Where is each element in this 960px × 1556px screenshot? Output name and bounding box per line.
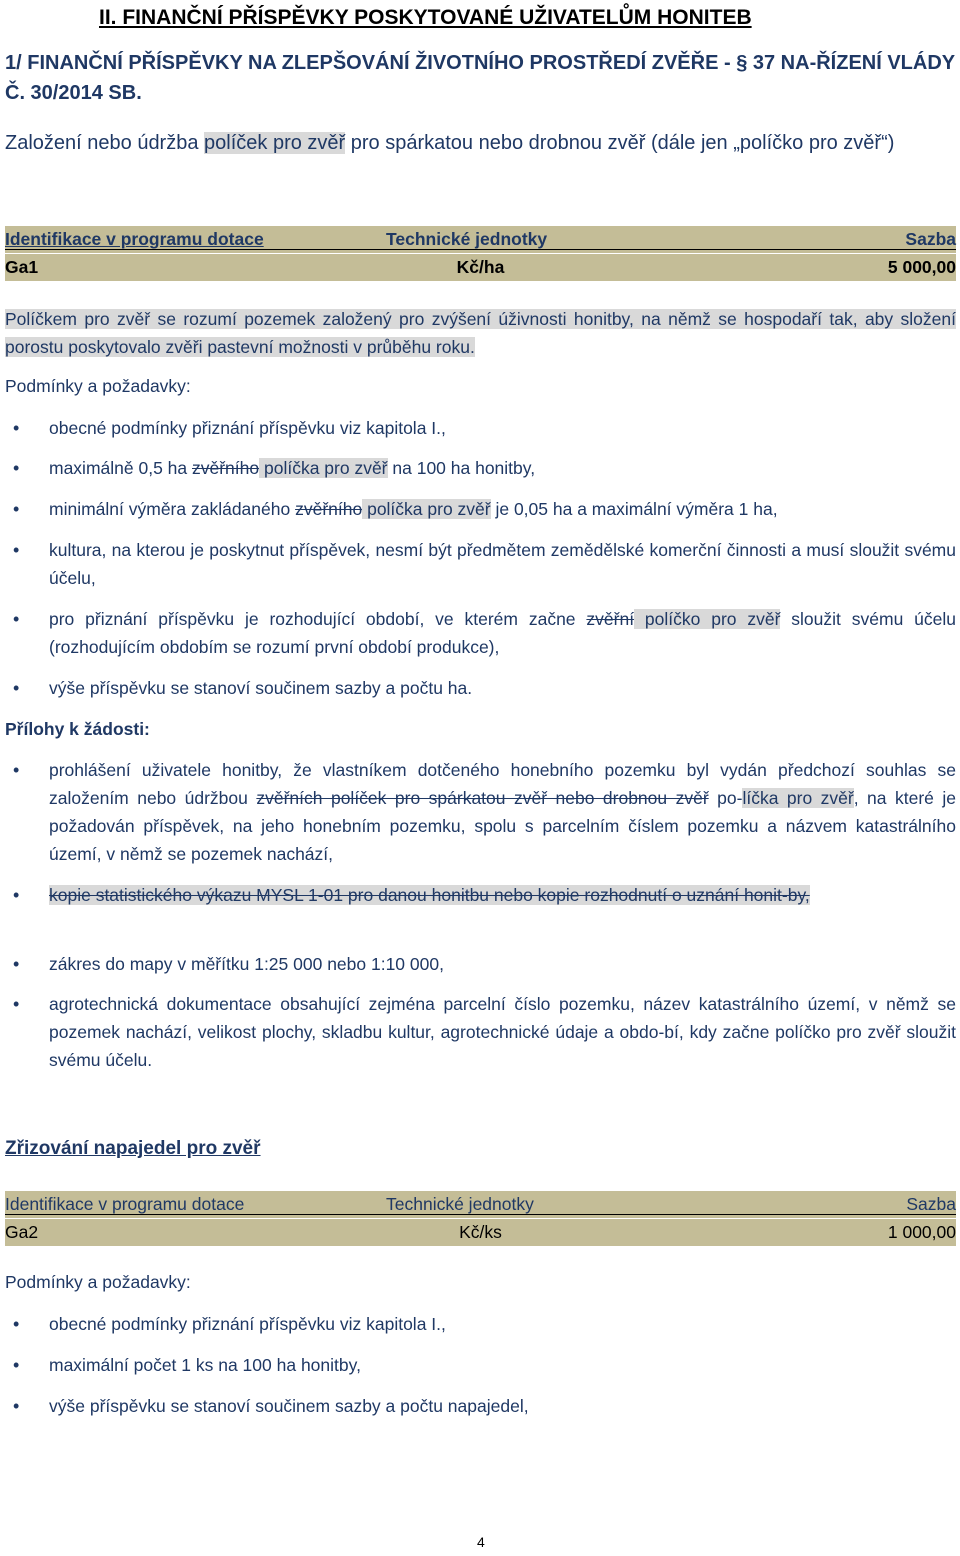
bullet-icon: •	[13, 678, 20, 698]
bullet-icon: •	[13, 885, 20, 905]
bullet-icon: •	[13, 954, 20, 974]
section1-table-header: Identifikace v programu dotace Technické jednotky Sazba	[5, 226, 956, 253]
bullet-icon: •	[13, 760, 20, 780]
section1-conditions-label: Podmínky a požadavky:	[5, 376, 191, 396]
bullet-icon: •	[13, 458, 20, 478]
section1-title: Založení nebo údržba políček pro zvěř pro spárkatou nebo drobnou zvěř (dále jen „políčko pro zvěř“)	[5, 132, 895, 154]
bullet-icon: •	[13, 418, 20, 438]
bullet-icon: •	[13, 994, 20, 1014]
sub-heading: 1/ FINANČNÍ PŘÍSPĚVKY NA ZLEPŠOVÁNÍ ŽIVOTNÍHO PROSTŘEDÍ ZVĚŘE - § 37 NA-ŘÍZENÍ VLÁDY Č. 30/2014 SB.	[5, 52, 955, 104]
bullet-icon: •	[13, 1355, 20, 1375]
section1-table-row: Ga1 Kč/ha 5 000,00	[5, 254, 956, 281]
bullet-icon: •	[13, 540, 20, 560]
bullet-icon: •	[13, 1396, 20, 1416]
main-heading: II. FINANČNÍ PŘÍSPĚVKY POSKYTOVANÉ UŽIVATELŮM HONITEB	[99, 6, 752, 29]
section2-table-header: Identifikace v programu dotace Technické jednotky Sazba	[5, 1191, 956, 1218]
bullet-icon: •	[13, 609, 20, 629]
section2-table-row: Ga2 Kč/ks 1 000,00	[5, 1219, 956, 1246]
section2-title: Zřizování napajedel pro zvěř	[5, 1138, 261, 1159]
bullet-icon: •	[13, 499, 20, 519]
section1-definition: Políčkem pro zvěř se rozumí pozemek založený pro zvýšení úživnosti honitby, na němž se hospodaří tak, aby složení porostu poskytovalo zvěři pastevní možnosti v průběhu roku.	[5, 309, 956, 357]
section2-conditions-label: Podmínky a požadavky:	[5, 1272, 191, 1292]
section1-attachments-label: Přílohy k žádosti:	[5, 719, 150, 739]
bullet-icon: •	[13, 1314, 20, 1334]
page-number: 4	[477, 1534, 485, 1550]
